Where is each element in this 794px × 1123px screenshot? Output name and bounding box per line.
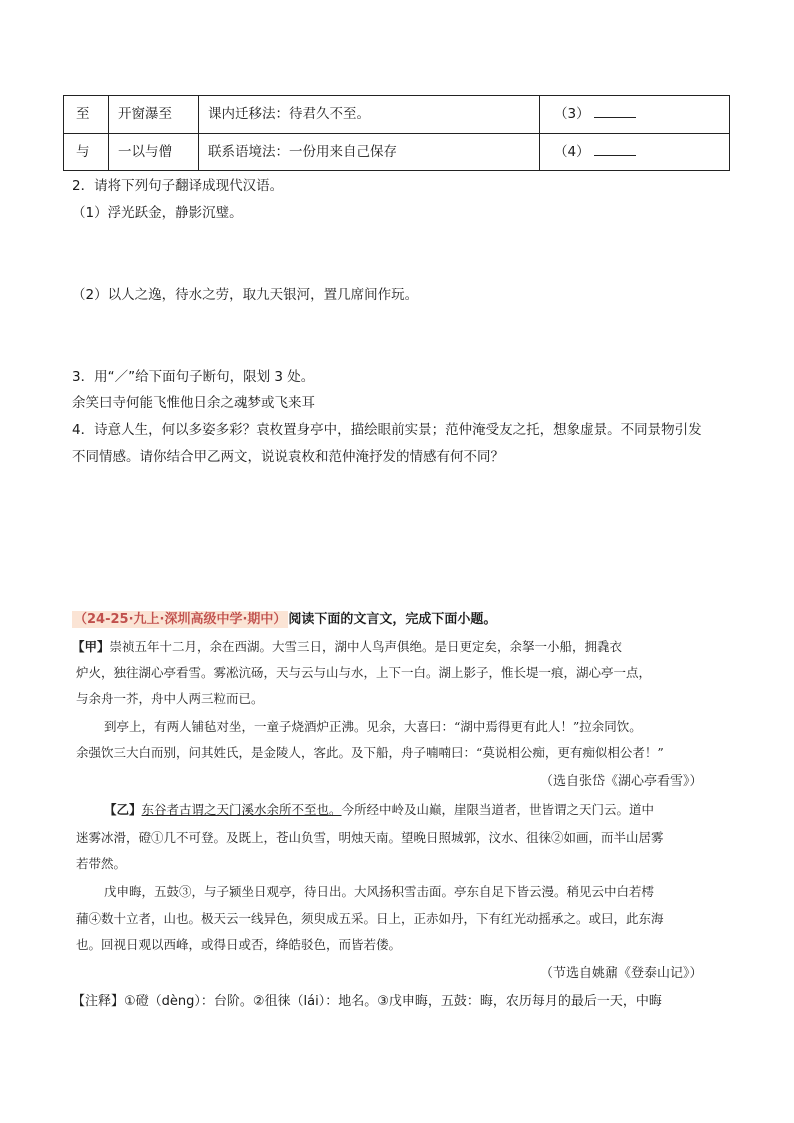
table-cell-example: 一以与僧 [118, 144, 172, 160]
table-cell-method: 联系语境法：一份用来自己保存 [208, 144, 397, 160]
passage-jia-line [72, 637, 622, 655]
passage-jia-label: 【甲】 [72, 639, 110, 654]
passage-jia-line: 余强饮三大白而别，问其姓氏，是金陵人，客此。及下船，舟子喃喃曰：“莫说相公痴，更有痴似相公者！” [76, 745, 664, 760]
table-cell-answer [554, 96, 636, 133]
passage-text: 崇祯五年十二月，余在西湖。大雪三日，湖中人鸟声俱绝。是日更定矣，余拏一小船，拥毳衣 [109, 639, 623, 654]
passage-yi-line: 戊申晦，五鼓③，与子颍坐日观亭，待日出。大风扬积雪击面。亭东自足下皆云漫。稍见云中白若樗 [104, 884, 655, 899]
passage-jia-source: （选自张岱《湖心亭看雪》） [540, 774, 703, 789]
table-cell-char: 与 [76, 144, 90, 160]
passage-header [72, 608, 496, 627]
table-cell-method: 课内迁移法：待君久不至。 [208, 106, 370, 122]
question-3-title: 3．用“／”给下面句子断句，限划 3 处。 [72, 369, 315, 385]
passage-yi-label: 【乙】 [104, 802, 142, 817]
passage-yi-line: 蒱④数十立者，山也。极天云一线异色，须臾成五采。日上，正赤如丹，下有红光动摇承之。或曰，此东海 [76, 911, 664, 926]
table-row [64, 134, 729, 171]
question-4-line: 4．诗意人生，何以多姿多彩？袁枚置身亭中，描绘眼前实景；范仲淹受友之托，想象虚景。不同景物引发 [72, 422, 702, 438]
question-2-sentence-2: （2）以人之逸，待水之劳，取九天银河，置几席间作玩。 [72, 287, 419, 303]
answer-blank[interactable] [594, 143, 636, 156]
passage-yi-source: （节选自姚鼐《登泰山记》） [540, 966, 703, 981]
passage-yi-line: 也。回视日观以西峰，或得日或否，绛皓驳色，而皆若偻。 [76, 937, 402, 952]
question-2-title: 2．请将下列句子翻译成现代汉语。 [72, 178, 284, 194]
underlined-sentence: 东谷者古谓之天门溪水余所不至也。 [141, 802, 342, 817]
answer-label: （3） [554, 106, 590, 122]
passage-text: 今所经中岭及山巅，崖限当道者，世皆谓之天门云。道中 [341, 802, 655, 817]
source-tag: （24-25·九上·深圳高级中学·期中） [74, 612, 287, 627]
passage-yi-line [104, 800, 654, 818]
passage-instruction: 阅读下面的文言文，完成下面小题。 [288, 612, 497, 627]
passage-jia-line: 炉火，独往湖心亭看雪。雾凇沆砀，天与云与山与水，上下一白。湖上影子，惟长堤一痕，湖心亭一点， [76, 665, 652, 680]
passage-jia-line: 到亭上，有两人铺毡对坐，一童子烧酒炉正沸。见余，大喜曰：“湖中焉得更有此人！”拉余同饮。 [104, 719, 642, 734]
answer-blank[interactable] [594, 105, 636, 118]
passage-note: 【注释】①磴（dèng）：台阶。②徂徕（lái）：地名。③戊申晦，五鼓：晦，农历每月的最后一天，中晦 [72, 994, 662, 1009]
question-2-sentence-1: （1）浮光跃金，静影沉璧。 [72, 205, 243, 221]
vocab-table [63, 95, 730, 171]
passage-yi-line: 迷雾冰滑，磴①几不可登。及既上，苍山负雪，明烛天南。望晚日照城郭，汶水、徂徕②如画，而半山居雾 [76, 830, 664, 845]
passage-yi-line: 若带然。 [76, 856, 127, 871]
passage-jia-line: 与余舟一芥，舟中人两三粒而已。 [76, 691, 264, 706]
question-4-line: 不同情感。请你结合甲乙两文，说说袁枚和范仲淹抒发的情感有何不同？ [72, 449, 504, 465]
table-cell-example: 开窗瀑至 [118, 106, 172, 122]
table-row [64, 96, 729, 133]
question-3-sentence: 余笑曰寺何能飞惟他日余之魂梦或飞来耳 [72, 395, 315, 411]
table-cell-char: 至 [76, 106, 90, 122]
answer-label: （4） [554, 144, 590, 160]
table-cell-answer [554, 134, 636, 171]
